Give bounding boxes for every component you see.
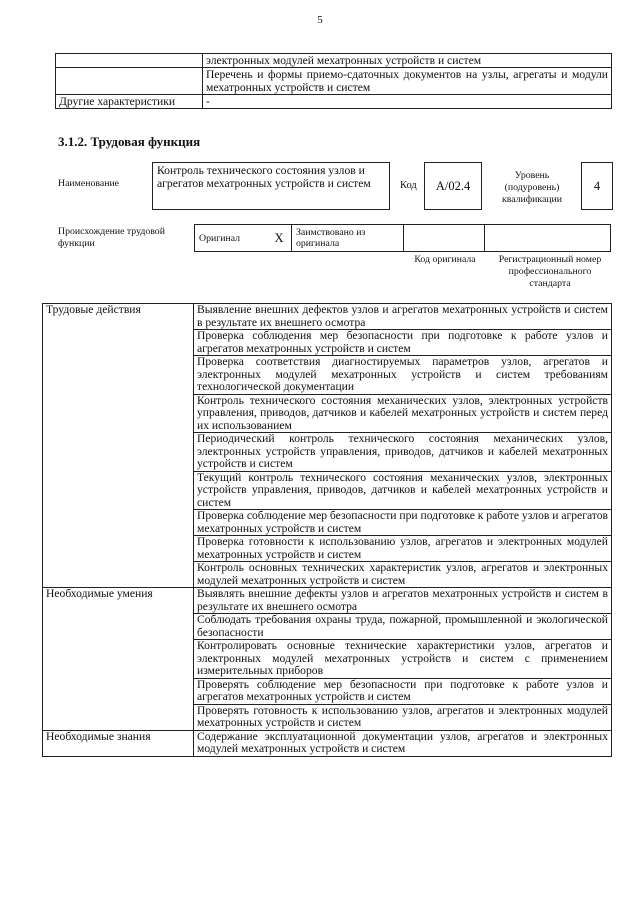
list-item: Проверка готовности к использованию узлов, агрегатов и электронных модулей мехатронных устройств и систем <box>194 536 612 562</box>
category-required-knowledge: Необходимые знания <box>43 730 194 756</box>
name-label: Наименование <box>58 178 120 189</box>
page-number: 5 <box>317 14 323 26</box>
list-item: Проверка соответствия диагностируемых параметров узлов, агрегатов и электронных модулей мехатронных устройств и систем требованиям технологической документации <box>194 356 612 395</box>
table-cell-empty <box>56 68 203 95</box>
table-row <box>43 588 612 614</box>
code-original-caption: Код оригинала <box>414 254 476 265</box>
table-cell: электронных модулей мехатронных устройств и систем <box>203 54 612 68</box>
table-row <box>195 225 611 252</box>
function-code-value: A/02.4 <box>424 162 482 210</box>
list-item: Контроль технического состояния механических узлов, электронных устройств управления, приводов, датчиков и кабелей мехатронных устройств и систем перед их использованием <box>194 394 612 433</box>
qualification-level-label: Уровень (подуровень) квалификации <box>501 170 563 205</box>
list-item: Проверять соблюдение мер безопасности при подготовке к работе узлов и агрегатов мехатронных устройств и систем <box>194 678 612 704</box>
other-characteristics-value: - <box>203 95 612 109</box>
list-item: Проверка соблюдение мер безопасности при подготовке к работе узлов и агрегатов мехатронных устройств и систем <box>194 510 612 536</box>
borrowed-label: Заимствовано из оригинала <box>292 225 404 252</box>
origin-table <box>194 224 611 252</box>
list-item: Выявлять внешние дефекты узлов и агрегатов мехатронных устройств и систем в результате их внешнего осмотра <box>194 588 612 614</box>
labor-function-table <box>42 303 612 757</box>
table-row <box>56 54 612 68</box>
list-item: Текущий контроль технического состояния механических узлов, электронных устройств управления, приводов, датчиков и кабелей мехатронных устройств и систем <box>194 471 612 510</box>
code-original-cell <box>404 225 485 252</box>
list-item: Периодический контроль технического состояния механических узлов, электронных устройств управления, приводов, датчиков и кабелей мехатронных устройств и систем <box>194 433 612 472</box>
qualification-level-value: 4 <box>581 162 613 210</box>
list-item: Выявление внешних дефектов узлов и агрегатов мехатронных устройств и систем в результате их внешнего осмотра <box>194 304 612 330</box>
category-required-skills: Необходимые умения <box>43 588 194 731</box>
table-cell-empty <box>56 54 203 68</box>
list-item: Контролировать основные технические характеристики узлов, агрегатов и электронных модулей мехатронных устройств и систем с применением измерительных приборов <box>194 640 612 679</box>
table-row <box>43 304 612 330</box>
origin-label: Происхождение трудовой функции <box>58 226 165 249</box>
reg-number-caption: Регистрационный номер профессионального стандарта <box>498 254 602 289</box>
table-row <box>43 730 612 756</box>
list-item: Контроль основных технических характеристик узлов, агрегатов и электронных модулей мехатронных устройств и систем <box>194 562 612 588</box>
category-labor-actions: Трудовые действия <box>43 304 194 588</box>
table-cell: Перечень и формы приемо-сдаточных документов на узлы, агрегаты и модули мехатронных устройств и систем <box>203 68 612 95</box>
top-characteristics-table <box>55 53 612 109</box>
code-label: Код <box>400 180 417 191</box>
original-label: Оригинал <box>195 225 268 252</box>
list-item: Соблюдать требования охраны труда, пожарной, промышленной и экологической безопасности <box>194 614 612 640</box>
reg-number-cell <box>485 225 611 252</box>
function-name-value: Контроль технического состояния узлов и агрегатов мехатронных устройств и систем <box>152 162 390 210</box>
table-row <box>56 68 612 95</box>
list-item: Проверять готовность к использованию узлов, агрегатов и электронных модулей мехатронных устройств и систем <box>194 704 612 730</box>
section-title: 3.1.2. Трудовая функция <box>58 134 201 149</box>
list-item: Содержание эксплуатационной документации узлов, агрегатов и электронных модулей мехатронных устройств и систем <box>194 730 612 756</box>
list-item: Проверка соблюдения мер безопасности при подготовке к работе узлов и агрегатов мехатронных устройств и систем <box>194 330 612 356</box>
original-mark: X <box>267 225 292 252</box>
table-row <box>56 95 612 109</box>
other-characteristics-label: Другие характеристики <box>56 95 203 109</box>
